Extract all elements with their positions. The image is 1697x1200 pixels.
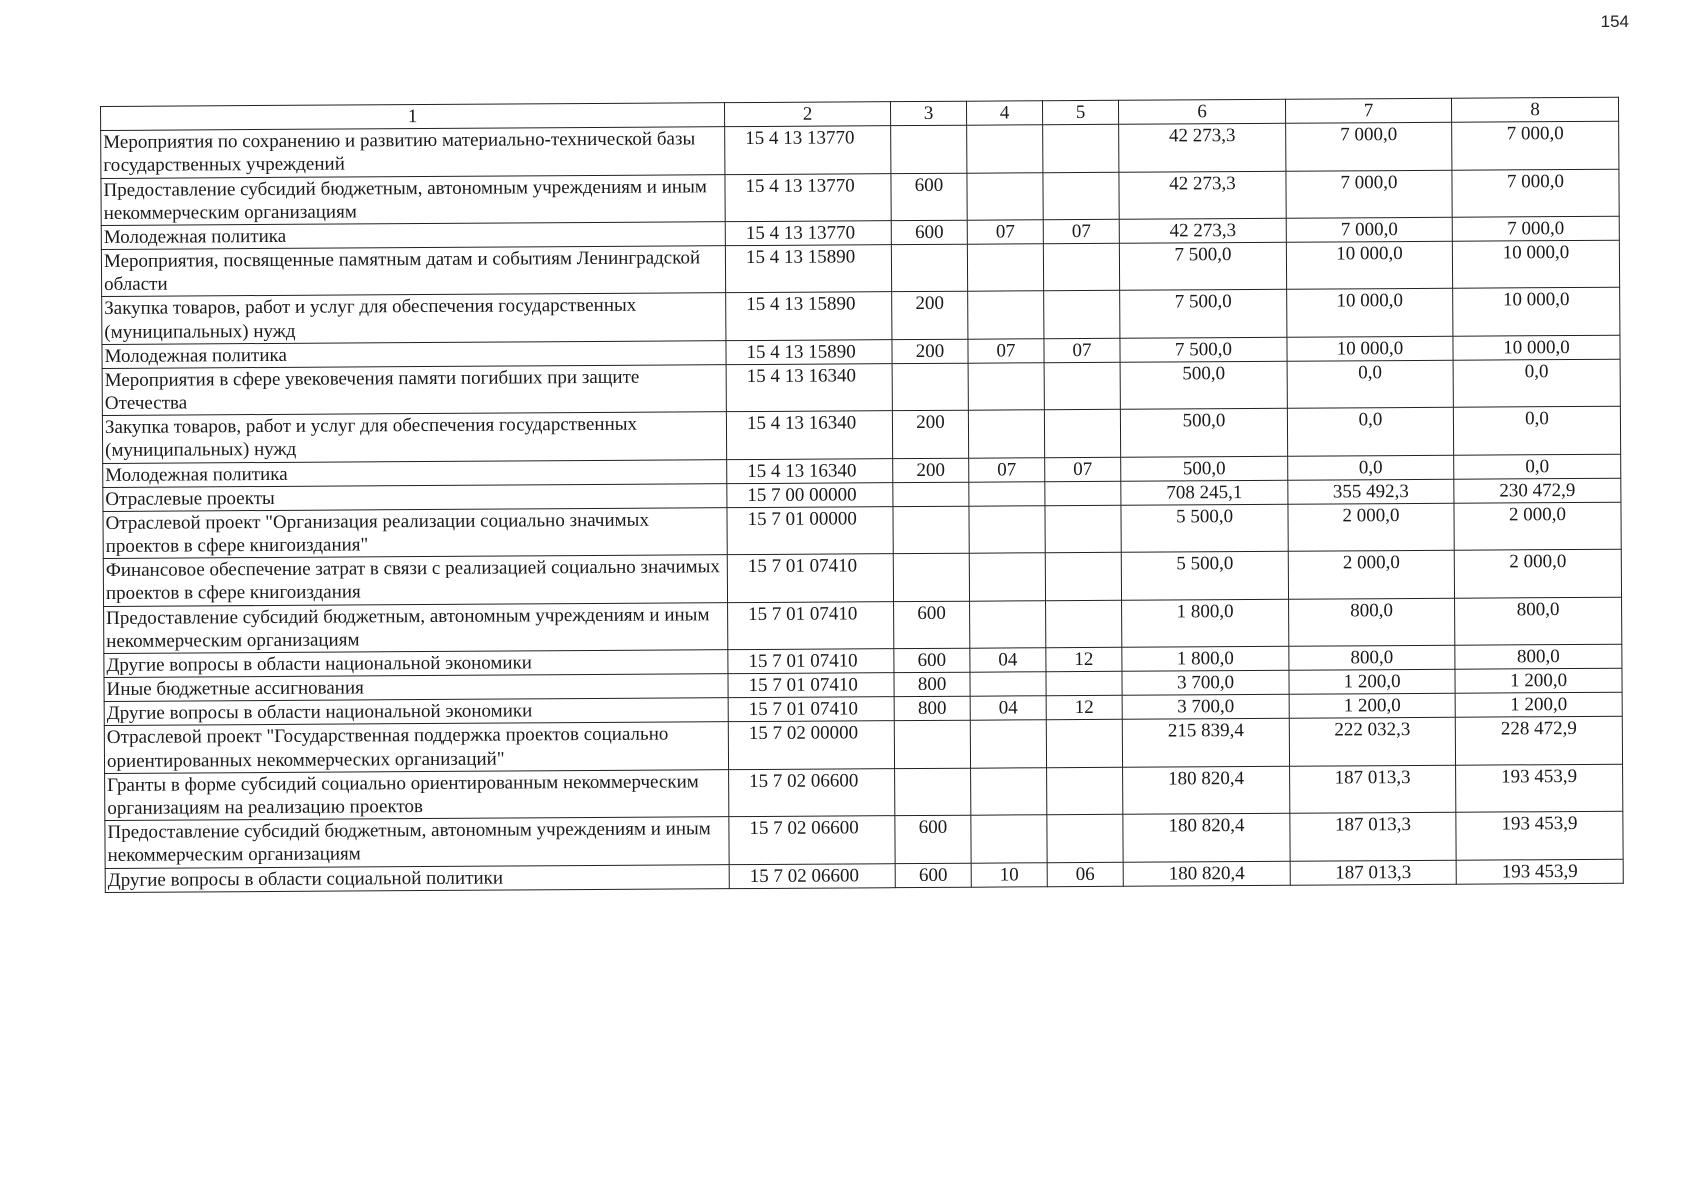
amount-col6-cell: 500,0: [1120, 408, 1287, 456]
amount-col8-cell: 7 000,0: [1452, 216, 1619, 241]
section-cell: 07: [969, 457, 1045, 482]
amount-col7-cell: 187 013,3: [1290, 812, 1456, 860]
subsection-cell: [1043, 243, 1119, 291]
subsection-cell: [1047, 814, 1123, 862]
amount-col8-cell: 7 000,0: [1452, 121, 1619, 169]
amount-col6-cell: 42 273,3: [1119, 171, 1286, 219]
target-code-cell: 15 4 13 13770: [725, 173, 891, 221]
amount-col8-cell: 228 472,9: [1455, 717, 1622, 765]
amount-col8-cell: 0,0: [1454, 454, 1621, 479]
amount-col8-cell: 230 472,9: [1454, 478, 1621, 503]
row-name-cell: Отраслевые проекты: [103, 483, 727, 511]
amount-col6-cell: 42 273,3: [1119, 218, 1286, 243]
amount-col7-cell: 0,0: [1287, 360, 1453, 408]
target-code-cell: 15 4 13 15890: [726, 292, 892, 340]
column-header: 8: [1451, 97, 1618, 122]
amount-col6-cell: 1 800,0: [1122, 646, 1289, 671]
amount-col7-cell: 2 000,0: [1288, 503, 1454, 551]
amount-col6-cell: 7 500,0: [1120, 290, 1287, 338]
section-cell: [971, 768, 1047, 816]
column-header: 6: [1118, 99, 1285, 124]
amount-col8-cell: 7 000,0: [1452, 169, 1619, 217]
amount-col7-cell: 800,0: [1289, 598, 1455, 646]
expense-type-cell: [893, 506, 969, 554]
section-cell: [970, 600, 1046, 648]
target-code-cell: 15 7 01 07410: [727, 554, 893, 602]
subsection-cell: [1047, 767, 1123, 815]
amount-col6-cell: 5 500,0: [1121, 552, 1288, 600]
subsection-cell: 12: [1046, 647, 1122, 672]
column-header: 3: [890, 101, 966, 126]
section-cell: [969, 553, 1045, 601]
amount-col8-cell: 2 000,0: [1454, 502, 1621, 550]
row-name-cell: Предоставление субсидий бюджетным, автономным учреждениям и иным некоммерческим организациям: [104, 602, 728, 653]
amount-col7-cell: 1 200,0: [1289, 669, 1455, 694]
row-name-cell: Мероприятия, посвященные памятным датам и событиям Ленинградской области: [101, 246, 725, 297]
target-code-cell: 15 4 13 15890: [725, 245, 891, 293]
amount-col7-cell: 187 013,3: [1290, 860, 1456, 885]
subsection-cell: 06: [1047, 862, 1123, 887]
subsection-cell: [1045, 481, 1121, 506]
target-code-cell: 15 4 13 13770: [725, 221, 891, 246]
target-code-cell: 15 7 02 06600: [729, 816, 895, 864]
subsection-cell: [1043, 124, 1119, 172]
expense-type-cell: [891, 244, 967, 292]
amount-col7-cell: 0,0: [1288, 455, 1454, 480]
section-cell: 10: [971, 862, 1047, 887]
target-code-cell: 15 7 01 07410: [728, 673, 894, 698]
section-cell: [967, 244, 1043, 292]
subsection-cell: [1045, 505, 1121, 553]
expense-type-cell: [895, 768, 971, 816]
amount-col8-cell: 10 000,0: [1453, 288, 1620, 336]
amount-col7-cell: 2 000,0: [1288, 551, 1454, 599]
amount-col8-cell: 2 000,0: [1454, 549, 1621, 597]
amount-col8-cell: 1 200,0: [1455, 693, 1622, 718]
amount-col8-cell: 193 453,9: [1456, 811, 1623, 859]
column-header: 5: [1042, 100, 1118, 125]
expense-type-cell: [893, 553, 969, 601]
row-name-cell: Молодежная политика: [102, 340, 726, 368]
row-name-cell: Предоставление субсидий бюджетным, автономным учреждениям и иным некоммерческим организациям: [105, 817, 729, 868]
subsection-cell: [1044, 410, 1120, 458]
amount-col7-cell: 800,0: [1289, 645, 1455, 670]
amount-col8-cell: 10 000,0: [1453, 335, 1620, 360]
amount-col8-cell: 193 453,9: [1456, 859, 1623, 884]
column-header: 2: [724, 102, 890, 127]
section-cell: [968, 291, 1044, 339]
expense-type-cell: 600: [895, 863, 971, 888]
amount-col6-cell: 180 820,4: [1123, 766, 1290, 814]
section-cell: 04: [970, 696, 1046, 721]
subsection-cell: [1044, 291, 1120, 339]
amount-col6-cell: 500,0: [1121, 456, 1288, 481]
row-name-cell: Иные бюджетные ассигнования: [104, 674, 728, 702]
expense-type-cell: 200: [892, 292, 968, 340]
target-code-cell: 15 7 02 06600: [729, 863, 895, 888]
expense-type-cell: [891, 125, 967, 173]
row-name-cell: Другие вопросы в области национальной экономики: [104, 698, 728, 726]
section-cell: [969, 506, 1045, 554]
row-name-cell: Финансовое обеспечение затрат в связи с реализацией социально значимых проектов в сфере книгоиздания: [103, 555, 727, 606]
amount-col6-cell: 215 839,4: [1122, 719, 1289, 767]
expense-type-cell: 200: [892, 339, 968, 364]
target-code-cell: 15 7 01 00000: [727, 507, 893, 555]
amount-col7-cell: 0,0: [1287, 407, 1453, 455]
expense-type-cell: 200: [892, 410, 968, 458]
target-code-cell: 15 7 00 00000: [727, 482, 893, 507]
section-cell: [970, 720, 1046, 768]
row-name-cell: Мероприятия в сфере увековечения памяти погибших при защите Отечества: [102, 365, 726, 416]
section-cell: [971, 815, 1047, 863]
subsection-cell: [1045, 553, 1121, 601]
section-cell: 07: [968, 338, 1044, 363]
section-cell: 04: [970, 648, 1046, 673]
column-header: 4: [966, 101, 1042, 126]
column-header: 1: [101, 103, 725, 131]
amount-col8-cell: 10 000,0: [1452, 240, 1619, 288]
target-code-cell: 15 4 13 16340: [726, 411, 892, 459]
expense-type-cell: 200: [893, 458, 969, 483]
section-cell: [967, 125, 1043, 173]
amount-col7-cell: 10 000,0: [1287, 336, 1453, 361]
amount-col7-cell: 7 000,0: [1286, 217, 1452, 242]
column-header: 7: [1285, 98, 1451, 123]
amount-col8-cell: 1 200,0: [1455, 668, 1622, 693]
row-name-cell: Другие вопросы в области социальной политики: [105, 864, 729, 892]
row-name-cell: Молодежная политика: [101, 222, 725, 250]
subsection-cell: [1044, 362, 1120, 410]
amount-col6-cell: 5 500,0: [1121, 504, 1288, 552]
row-name-cell: Отраслевой проект "Государственная поддержка проектов социально ориентированных некоммерческих организаций": [104, 722, 728, 773]
amount-col7-cell: 7 000,0: [1286, 170, 1452, 218]
amount-col7-cell: 7 000,0: [1286, 122, 1452, 170]
budget-table-container: [100, 97, 1623, 893]
amount-col8-cell: 193 453,9: [1456, 764, 1623, 812]
subsection-cell: [1046, 720, 1122, 768]
expense-type-cell: [893, 482, 969, 507]
target-code-cell: 15 4 13 16340: [727, 458, 893, 483]
section-cell: [968, 410, 1044, 458]
target-code-cell: 15 4 13 15890: [726, 339, 892, 364]
expense-type-cell: [892, 363, 968, 411]
amount-col7-cell: 187 013,3: [1290, 765, 1456, 813]
section-cell: 07: [967, 220, 1043, 245]
section-cell: [967, 172, 1043, 220]
expense-type-cell: 600: [894, 601, 970, 649]
amount-col6-cell: 3 700,0: [1122, 695, 1289, 720]
amount-col8-cell: 800,0: [1455, 597, 1622, 645]
section-cell: [968, 363, 1044, 411]
row-name-cell: Гранты в форме субсидий социально ориентированным некоммерческим организациям на реализацию проектов: [105, 769, 729, 820]
amount-col7-cell: 10 000,0: [1287, 289, 1453, 337]
amount-col8-cell: 0,0: [1453, 406, 1620, 454]
amount-col6-cell: 7 500,0: [1119, 242, 1286, 290]
expense-type-cell: 600: [891, 220, 967, 245]
target-code-cell: 15 7 02 06600: [729, 768, 895, 816]
row-name-cell: Другие вопросы в области национальной экономики: [104, 650, 728, 678]
target-code-cell: 15 7 01 07410: [728, 649, 894, 674]
row-name-cell: Предоставление субсидий бюджетным, автономным учреждениям и иным некоммерческим организациям: [101, 174, 725, 225]
budget-table: [100, 97, 1624, 893]
target-code-cell: 15 7 01 07410: [728, 697, 894, 722]
amount-col6-cell: 180 820,4: [1123, 813, 1290, 861]
expense-type-cell: 800: [894, 672, 970, 697]
expense-type-cell: [894, 721, 970, 769]
expense-type-cell: 800: [894, 696, 970, 721]
amount-col8-cell: 0,0: [1453, 359, 1620, 407]
amount-col7-cell: 222 032,3: [1289, 718, 1455, 766]
target-code-cell: 15 4 13 16340: [726, 364, 892, 412]
amount-col7-cell: 1 200,0: [1289, 694, 1455, 719]
amount-col7-cell: 355 492,3: [1288, 479, 1454, 504]
expense-type-cell: 600: [895, 815, 971, 863]
amount-col6-cell: 500,0: [1120, 361, 1287, 409]
subsection-cell: [1043, 172, 1119, 220]
row-name-cell: Отраслевой проект "Организация реализации социально значимых проектов в сфере книгоиздания": [103, 508, 727, 559]
amount-col6-cell: 7 500,0: [1120, 337, 1287, 362]
subsection-cell: 07: [1044, 338, 1120, 363]
section-cell: [969, 481, 1045, 506]
subsection-cell: 07: [1043, 219, 1119, 244]
page-number: 154: [1600, 12, 1629, 31]
expense-type-cell: 600: [891, 173, 967, 221]
row-name-cell: Молодежная политика: [103, 459, 727, 487]
target-code-cell: 15 4 13 13770: [725, 126, 891, 174]
amount-col8-cell: 800,0: [1455, 644, 1622, 669]
amount-col7-cell: 10 000,0: [1286, 241, 1452, 289]
subsection-cell: [1046, 671, 1122, 696]
amount-col6-cell: 1 800,0: [1122, 599, 1289, 647]
target-code-cell: 15 7 01 07410: [728, 601, 894, 649]
subsection-cell: [1046, 600, 1122, 648]
subsection-cell: 12: [1046, 696, 1122, 721]
subsection-cell: 07: [1045, 457, 1121, 482]
amount-col6-cell: 708 245,1: [1121, 480, 1288, 505]
amount-col6-cell: 42 273,3: [1119, 123, 1286, 171]
expense-type-cell: 600: [894, 648, 970, 673]
amount-col6-cell: 3 700,0: [1122, 670, 1289, 695]
table-body: [101, 121, 1624, 892]
row-name-cell: Закупка товаров, работ и услуг для обеспечения государственных (муниципальных) нужд: [102, 293, 726, 344]
row-name-cell: Мероприятия по сохранению и развитию материально-технической базы государственных учреждений: [101, 127, 725, 178]
target-code-cell: 15 7 02 00000: [728, 721, 894, 769]
row-name-cell: Закупка товаров, работ и услуг для обеспечения государственных (муниципальных) нужд: [102, 412, 726, 463]
amount-col6-cell: 180 820,4: [1123, 861, 1290, 886]
section-cell: [970, 672, 1046, 697]
